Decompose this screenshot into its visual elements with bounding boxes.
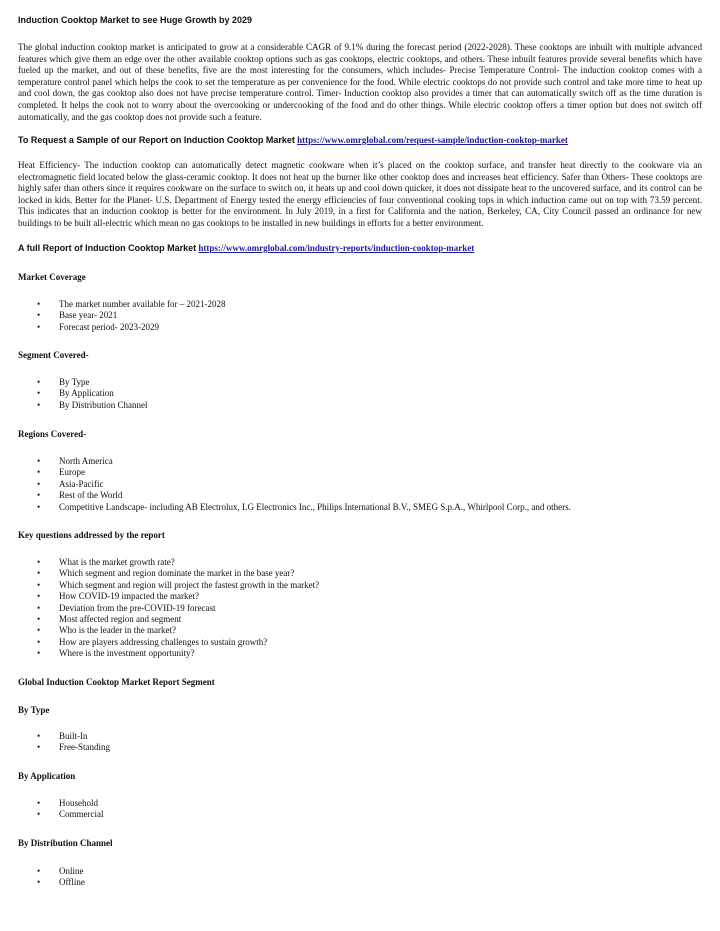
- body-paragraph: Heat Efficiency- The induction cooktop can automatically detect magnetic cookware when it’s placed on the cooktop surface, and transfer heat directly to the cookware via an electromagnetic field located below the glass-ceramic cooktop. It does not heat up the burner like other cooktop does and increases heat efficiency. Safer than Others- These cooktops are highly safer than others since it requires cookware on the surface to switch on, it heats up and cool down quicker, it does not dissipate heat to the uncovered surface, and its control can be locked in kids. Better for the Planet- U.S. Department of Energy tested the energy efficiencies of four conventional cooking tops in which induction came out on top with 73.59 percent. This indicates that an induction cooktop is better for the environment. In July 2019, in a first for California and the nation, Berkeley, CA, City Council passed an ordinance for new buildings to be built all-electric which mean no gas cooktops to be installed in new buildings in efforts for a better environment.: [18, 160, 702, 228]
- by-application-list: [0, 798, 104, 821]
- document-title: Induction Cooktop Market to see Huge Growth by 2029: [18, 15, 253, 25]
- list-item: • Built-In: [0, 731, 110, 742]
- list-item: • Base year- 2021: [0, 310, 225, 321]
- list-item: • By Type: [0, 377, 148, 388]
- list-item: • Which segment and region will project the fastest growth in the market?: [0, 580, 319, 591]
- segment-covered-heading: Segment Covered-: [18, 350, 89, 360]
- list-item: • Who is the leader in the market?: [0, 625, 319, 636]
- list-item: • How are players addressing challenges to sustain growth?: [0, 637, 319, 648]
- list-item: • Forecast period- 2023-2029: [0, 322, 225, 333]
- intro-paragraph: The global induction cooktop market is anticipated to grow at a considerable CAGR of 9.1% during the forecast period (2022-2028). These cooktops are inbuilt with multiple advanced features which give them an edge over the other available cooktop options such as gas cooktops, electric cooktops, and others. These inbuilt features provide several benefits which have fueled up the market, and out of these benefits, five are the most interesting for the consumers, which includes- Precise Temperature Control- The induction cooktop comes with a temperature control panel which helps the cook to set the temperature as per convenience for the food. While electric cooktops do not provide such control and take more time to heat up and cool down, the gas cooktop also does not have precise temperature control. Timer- Induction cooktop also provides a timer that can automatically switch off as the time duration is completed. It helps the cook not to worry about the overcooking or undercooking of the food and do other things. While electric cooktop offers a timer option but does not switch off automatically, and the gas cooktop does not provide such a feature.: [18, 42, 702, 122]
- by-application-heading: By Application: [18, 771, 76, 781]
- list-item: • Rest of the World: [0, 490, 571, 501]
- sample-request-line: [18, 135, 568, 145]
- by-distribution-list: [0, 866, 85, 889]
- full-report-lead: A full Report of Induction Cooktop Market: [18, 243, 197, 253]
- sample-request-link[interactable]: https://www.omrglobal.com/request-sample/induction-cooktop-market: [297, 135, 568, 145]
- regions-covered-heading: Regions Covered-: [18, 429, 87, 439]
- list-item: • What is the market growth rate?: [0, 557, 319, 568]
- segment-covered-list: [0, 377, 148, 411]
- list-item: • The market number available for – 2021-2028: [0, 299, 225, 310]
- report-segment-heading: Global Induction Cooktop Market Report Segment: [18, 677, 215, 687]
- by-type-list: [0, 731, 110, 754]
- list-item: • By Application: [0, 388, 148, 399]
- list-item: • Household: [0, 798, 104, 809]
- list-item: • How COVID-19 impacted the market?: [0, 591, 319, 602]
- list-item: • Online: [0, 866, 85, 877]
- list-item: • North America: [0, 456, 571, 467]
- list-item: • Deviation from the pre-COVID-19 forecast: [0, 603, 319, 614]
- full-report-link[interactable]: https://www.omrglobal.com/industry-reports/induction-cooktop-market: [198, 243, 475, 253]
- by-distribution-heading: By Distribution Channel: [18, 838, 113, 848]
- list-item: • Free-Standing: [0, 742, 110, 753]
- market-coverage-heading: Market Coverage: [18, 272, 86, 282]
- regions-covered-list: [0, 456, 571, 513]
- list-item: • Offline: [0, 877, 85, 888]
- list-item: • Where is the investment opportunity?: [0, 648, 319, 659]
- list-item: • Commercial: [0, 809, 104, 820]
- key-questions-list: [0, 557, 319, 660]
- key-questions-heading: Key questions addressed by the report: [18, 530, 165, 540]
- list-item: • Europe: [0, 467, 571, 478]
- full-report-line: [18, 243, 474, 253]
- list-item: • Most affected region and segment: [0, 614, 319, 625]
- market-coverage-list: [0, 299, 225, 333]
- sample-request-lead: To Request a Sample of our Report on Induction Cooktop Market: [18, 135, 295, 145]
- list-item: • Which segment and region dominate the market in the base year?: [0, 568, 319, 579]
- list-item: • By Distribution Channel: [0, 400, 148, 411]
- by-type-heading: By Type: [18, 705, 50, 715]
- list-item: • Competitive Landscape- including AB Electrolux, LG Electronics Inc., Philips International B.V., SMEG S.p.A., Whirlpool Corp., and others.: [0, 502, 571, 513]
- list-item: • Asia-Pacific: [0, 479, 571, 490]
